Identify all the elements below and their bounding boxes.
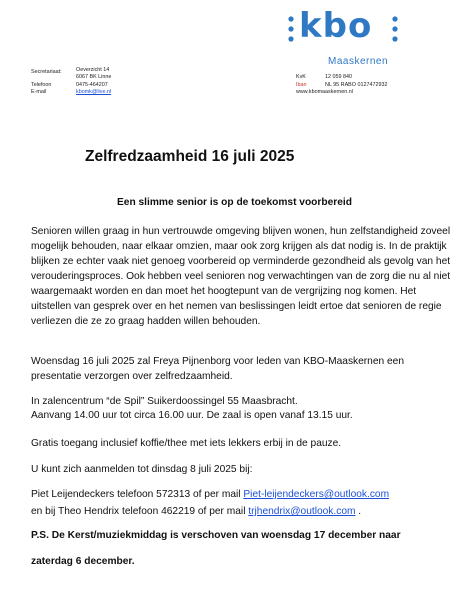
contact2-text: en bij Theo Hendrix telefoon 462219 of per mail (31, 506, 249, 517)
iban-label: Iban (296, 82, 307, 88)
event-paragraph: Woensdag 16 juli 2025 zal Freya Pijnenborg voor leden van KBO-Maaskernen een presentatie verzorgen over zelfredzaamheid. (31, 356, 405, 382)
page-title: Zelfredzaamheid 16 juli 2025 (85, 148, 295, 165)
kbo-logo (284, 2, 424, 67)
telefoon-value: 0475-464207 (76, 82, 108, 88)
email-label: E-mail (31, 89, 47, 95)
contact-line-2 (31, 506, 361, 517)
logo-text: kbo (299, 6, 373, 46)
free-entry-line: Gratis toegang inclusief koffie/thee met iets lekkers erbij in de pauze. (31, 438, 342, 449)
address-line2: 6067 BK Linne (76, 74, 112, 80)
contact1-text: Piet Leijendeckers telefoon 572313 of per mail (31, 489, 244, 500)
contact-line-1 (31, 489, 389, 500)
logo-subtext: Maaskernen (328, 56, 389, 67)
registration-line: U kunt zich aanmelden tot dinsdag 8 juli 2025 bij: (31, 464, 253, 475)
time-line: Aanvang 14.00 uur tot circa 16.00 uur. De zaal is open vanaf 13.15 uur. (31, 410, 353, 421)
contact2-end: . (355, 506, 362, 517)
website: www.kbomaaskernen.nl (296, 89, 353, 95)
subtitle: Een slimme senior is op de toekomst voorbereid (117, 197, 352, 208)
ps-line-1: P.S. De Kerst/muziekmiddag is verschoven van woensdag 17 december naar (31, 530, 401, 541)
location-line: In zalencentrum “de Spil” Suikerdoossingel 55 Maasbracht. (31, 396, 298, 407)
contact1-email-link[interactable]: Piet-leijendeckers@outlook.com (243, 489, 390, 500)
ps-line-2: zaterdag 6 december. (31, 556, 135, 567)
iban-value: NL 95 RABO 0127472932 (325, 82, 388, 88)
kvk-value: 12 059 840 (325, 74, 352, 80)
intro-paragraph: Senioren willen graag in hun vertrouwde omgeving blijven wonen, hun zelfstandigheid zoveel mogelijk behouden, naar elkaar omzien, maar ook zorg krijgen als dat nodig is. In de praktijk blijken ze echter vaak niet genoeg voorbereid op verminderde gezondheid als gevolg van het verouderingsproces. Ook hebben veel senioren nog verwachtingen van de zorg die nu al niet waargemaakt worden en dan moet het hoogtepunt van de vergrijzing nog komen. Het uitstellen van gesprek over en het nemen van beslissingen leidt ertoe dat senioren de regie verliezen die ze zo graag hadden willen behouden. (31, 226, 451, 327)
secretariaat-label: Secretariaat: (31, 69, 62, 75)
address-line1: Oeverzicht 14 (76, 67, 110, 73)
kvk-label: KvK (296, 74, 306, 80)
telefoon-label: Telefoon (31, 82, 52, 88)
email-link[interactable]: kbomk@live.nl (76, 89, 112, 95)
contact2-email-link[interactable]: trjhendrix@outlook.com (248, 506, 356, 517)
